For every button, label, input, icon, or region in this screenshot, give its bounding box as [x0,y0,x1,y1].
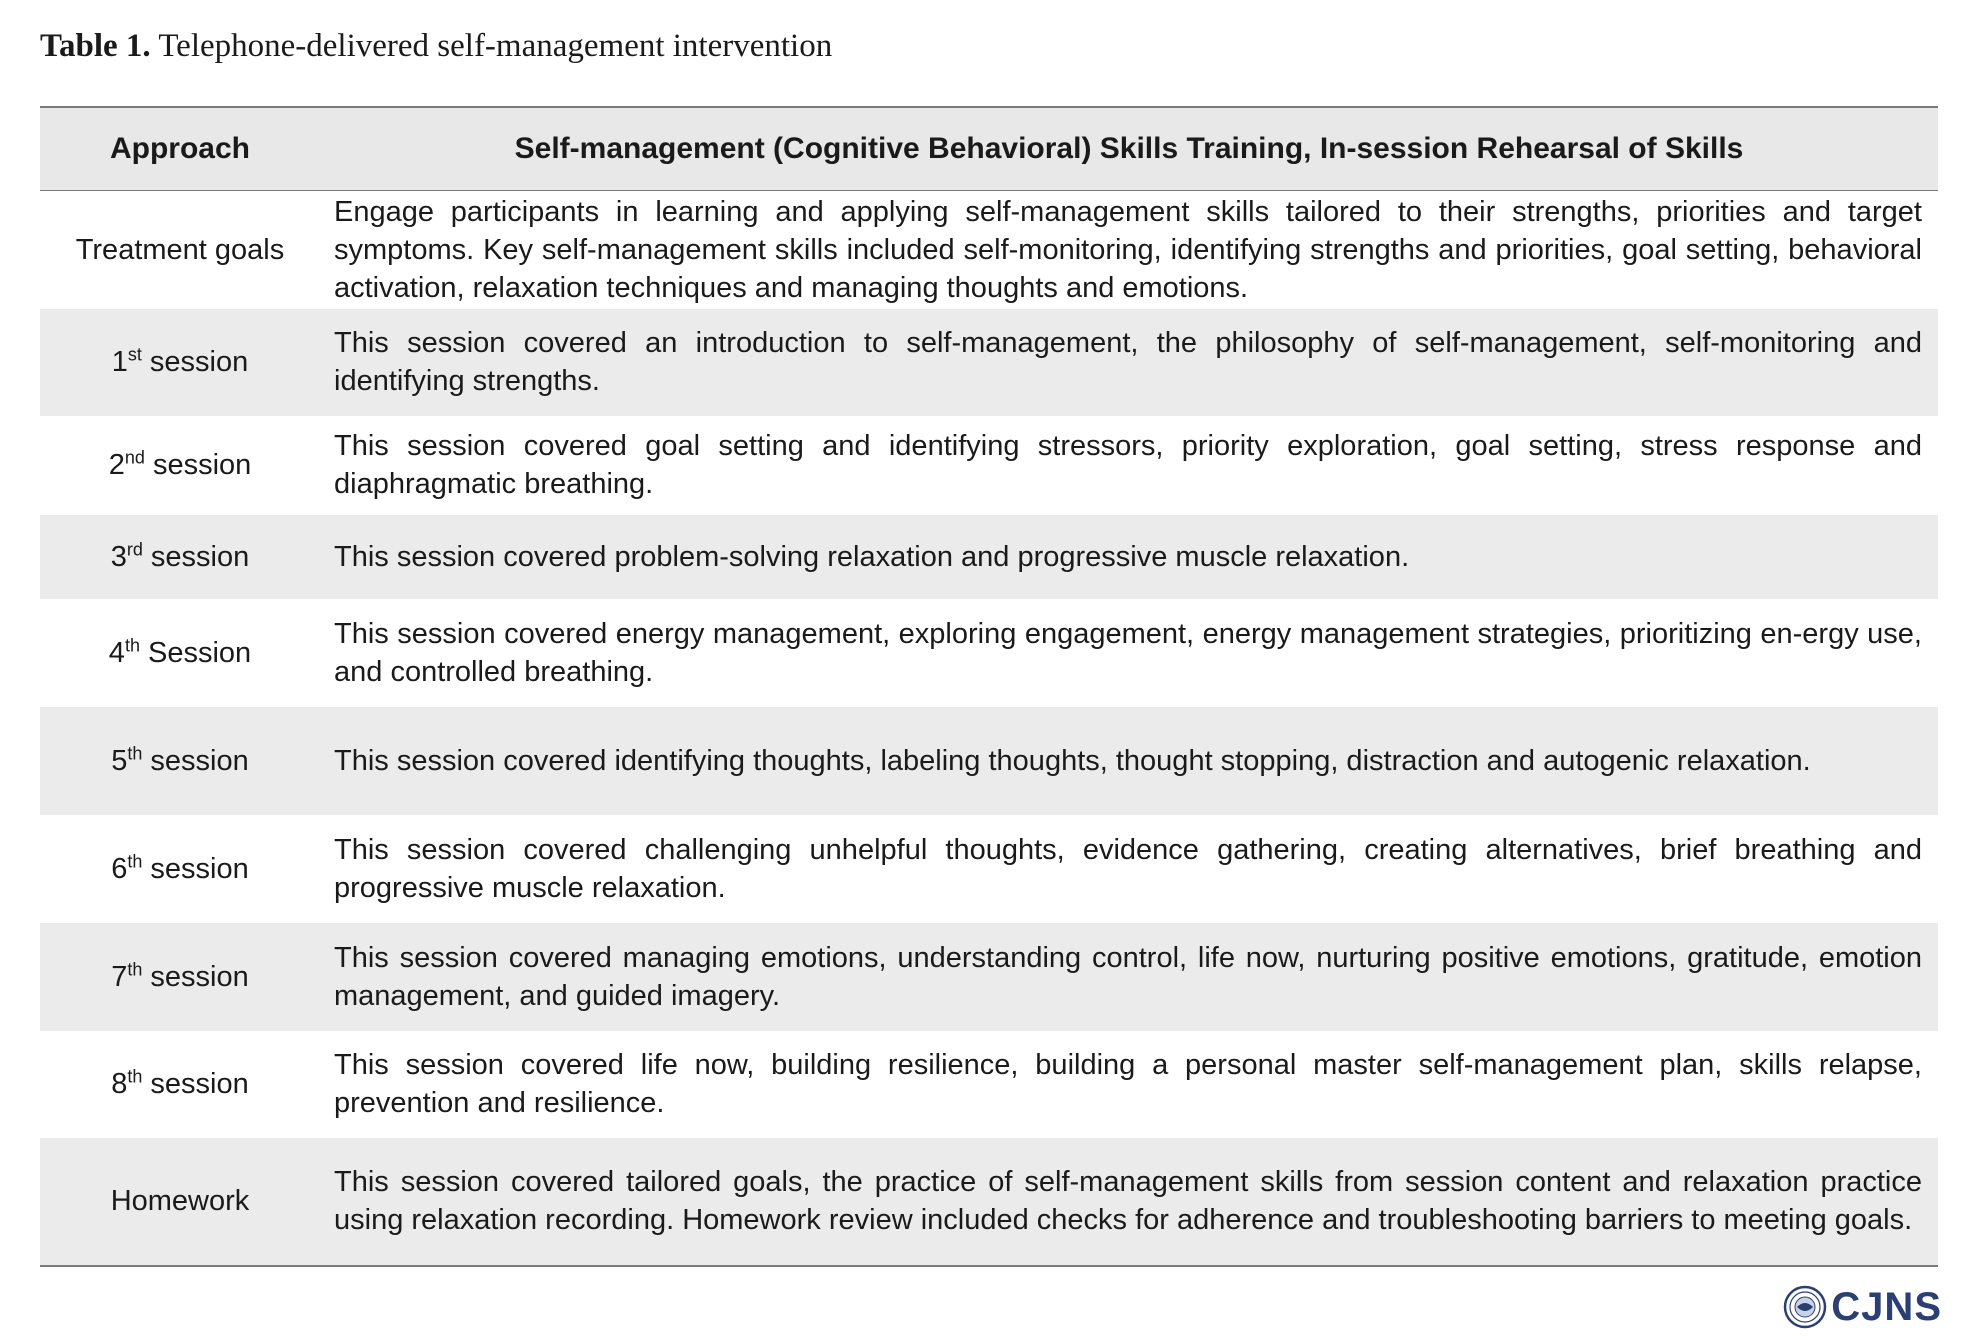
table-row [40,416,1938,515]
table-row [40,1031,1938,1138]
table-caption [40,28,832,65]
description-cell: This session covered managing emotions, understanding control, life now, nurturing positive emotions, gratitude, emotion management, and guided imagery. [320,923,1938,1031]
approach-cell [40,599,320,707]
table-row [40,707,1938,815]
description-cell: This session covered energy management, exploring engagement, energy management strategies, prioritizing en-ergy use, and controlled breathing. [334,617,1922,688]
approach-cell [40,416,320,515]
description-cell: This session covered tailored goals, the practice of self-management skills from session content and relaxation practice using relaxation recording. Homework review included checks for adherence and troubleshooting barriers to meeting goals. [320,1138,1938,1266]
description-cell: This session covered goal setting and identifying stressors, priority exploration, goal setting, stress response and diaphragmatic breathing. [334,430,1922,500]
description-cell: This session covered an introduction to self-management, the philosophy of self-management, self-monitoring and identifying strengths. [320,309,1938,416]
table-row [40,923,1938,1031]
approach-suffix: Session [139,636,252,669]
approach-cell [40,515,320,599]
approach-ordinal-suffix: nd [124,447,145,468]
approach-label: 2 [108,449,125,481]
description-cell: This session covered life now, building resilience, building a personal master self-management plan, skills relapse, prevention and resilience. [334,1049,1922,1119]
approach-suffix: session [142,744,249,777]
approach-label: 7 [111,960,128,993]
header-skills-training: Self-management (Cognitive Behavioral) Skills Training, In-session Rehearsal of Skills [320,107,1938,191]
table-row [40,599,1938,707]
description-cell: This session covered identifying thoughts, labeling thoughts, thought stopping, distraction and autogenic relaxation. [320,707,1938,815]
approach-label: Homework [110,1185,250,1217]
approach-suffix: session [142,540,250,573]
approach-ordinal-suffix: th [124,634,140,655]
approach-suffix: session [142,960,249,993]
description-cell: Engage participants in learning and applying self-management skills tailored to their strengths, priorities and target symptoms. Key self-management skills included self-monitoring, identifying strengths and priorities, goal setting, behavioral activation, relaxation techniques and managing thoughts and emotions. [334,195,1922,304]
approach-label: 1 [111,346,128,378]
table-header-row [40,107,1938,191]
table-caption-label: Table 1. [40,28,151,64]
approach-cell [40,1031,320,1138]
description-cell: This session covered challenging unhelpful thoughts, evidence gathering, creating alternatives, brief breathing and progressive muscle relaxation. [334,833,1922,904]
approach-label: 5 [111,744,128,777]
approach-cell [40,191,320,309]
approach-ordinal-suffix: th [127,850,143,871]
approach-cell [40,923,320,1031]
description-cell: This session covered problem-solving relaxation and progressive muscle relaxation. [320,515,1938,599]
approach-suffix: session [144,449,252,481]
approach-label: 8 [111,1068,128,1100]
journal-logo-text: CJNS [1831,1284,1942,1329]
approach-cell [40,815,320,923]
table-row [40,191,1938,309]
header-approach: Approach [40,107,320,191]
journal-seal-icon [1783,1285,1827,1329]
approach-label: 4 [108,636,125,669]
table-row [40,309,1938,416]
approach-cell [40,1138,320,1266]
approach-suffix: session [142,1068,249,1100]
approach-ordinal-suffix: st [127,344,142,365]
intervention-table [40,106,1938,1267]
table-row [40,1138,1938,1266]
table-row [40,815,1938,923]
approach-ordinal-suffix: rd [126,538,143,559]
table-row [40,515,1938,599]
approach-cell [40,309,320,416]
approach-label: 6 [111,852,128,885]
approach-suffix: session [142,852,249,885]
approach-ordinal-suffix: th [127,742,143,763]
approach-cell [40,707,320,815]
approach-suffix: session [141,346,249,378]
approach-label: 3 [110,540,127,573]
approach-label: Treatment goals [75,233,285,266]
table-caption-text: Telephone-delivered self-management intervention [158,28,833,64]
approach-ordinal-suffix: th [127,958,143,979]
journal-logo [1783,1282,1942,1332]
approach-ordinal-suffix: th [127,1066,143,1087]
